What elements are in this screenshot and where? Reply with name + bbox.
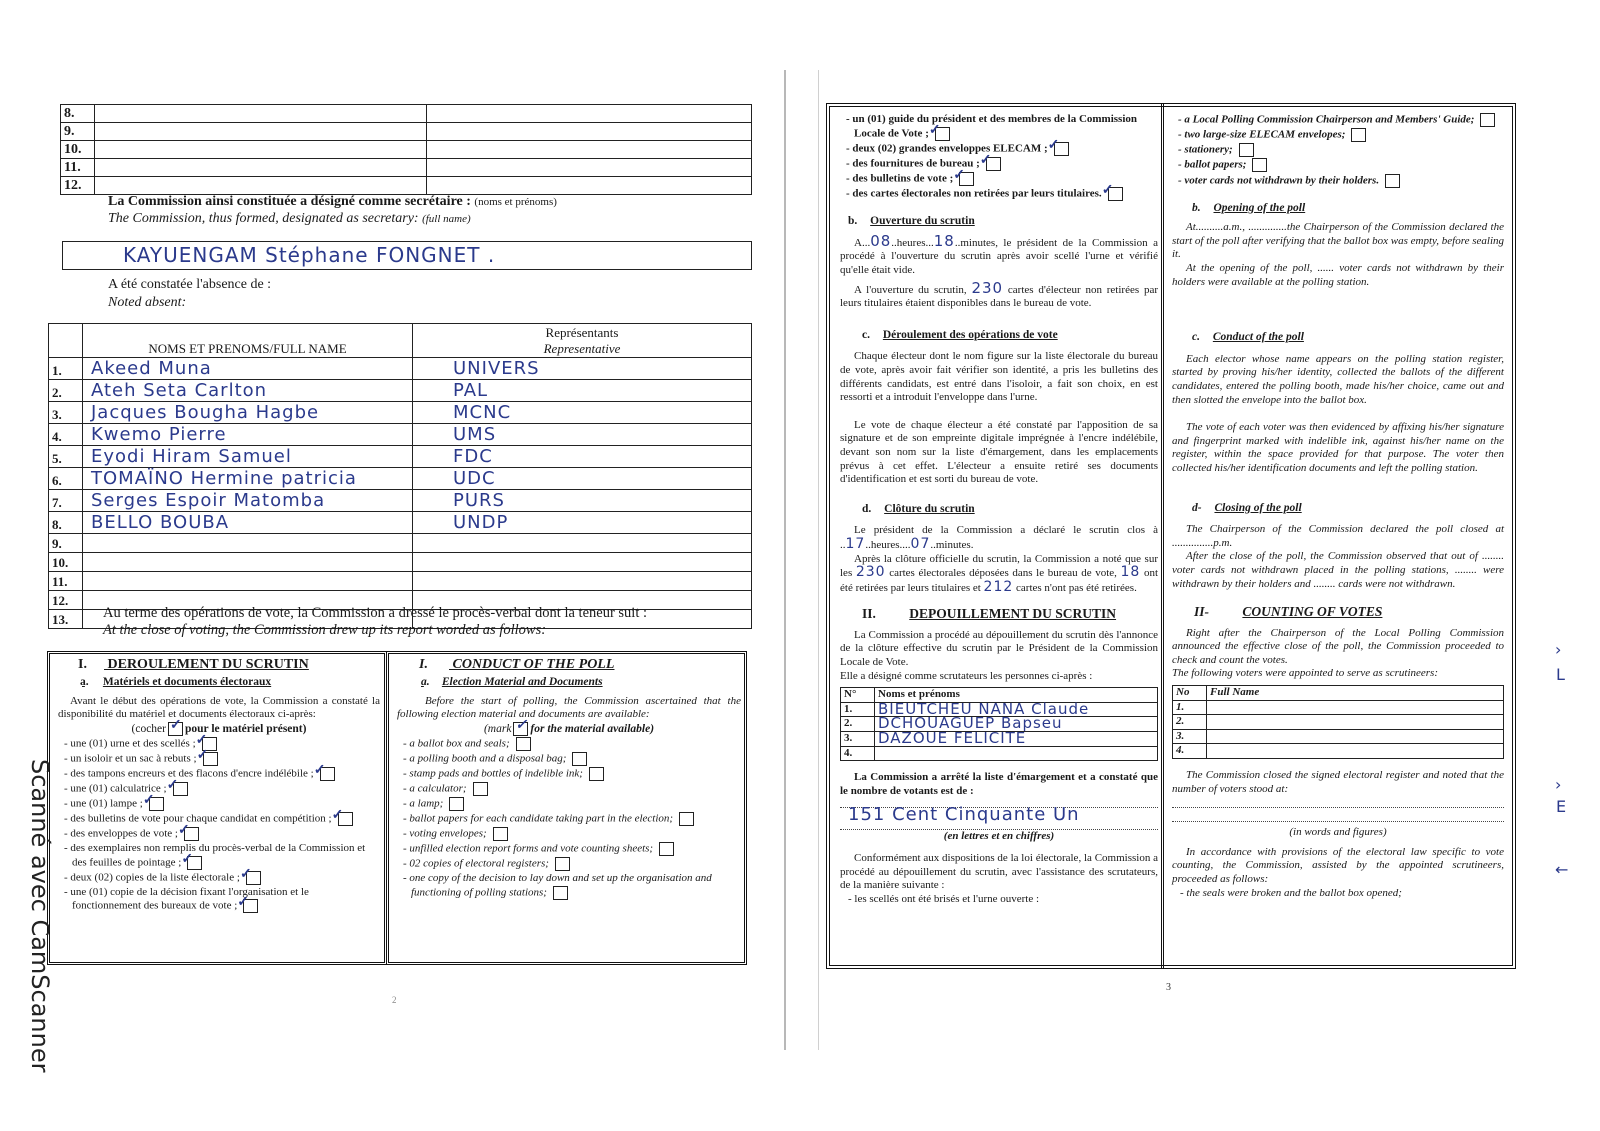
page-number-right: 3: [1166, 982, 1171, 993]
row-number: 3.: [841, 732, 875, 747]
checkbox[interactable]: [1252, 158, 1267, 172]
checklist-item: - one copy of the decision to lay down and set up the organisation and functioning of polling stations;: [403, 872, 712, 899]
section1-en-intro: Before the start of polling, the Commission ascertained that the following election material and documents are available:: [397, 695, 741, 720]
row-number: 3.: [1173, 729, 1207, 744]
absent-name-cell[interactable]: Kwemo Pierre: [83, 424, 413, 446]
absent-rep-cell[interactable]: [413, 572, 752, 591]
voters-count-en-line2[interactable]: [1172, 808, 1504, 822]
checklist-item: - une (01) lampe ;✓: [58, 797, 380, 811]
counting-en-p1: Right after the Chairperson of the Local Polling Commission announced the effective close of the poll, the Commission proceeded to check and count the votes.: [1172, 626, 1504, 666]
member-role-cell[interactable]: [427, 159, 752, 177]
absent-row: [49, 553, 752, 572]
absent-label-en: Noted absent:: [108, 295, 187, 310]
member-role-cell[interactable]: [427, 105, 752, 123]
member-role-cell[interactable]: [427, 123, 752, 141]
checkbox[interactable]: [1054, 142, 1069, 156]
checklist-item: - deux (02) grandes enveloppes ELECAM ;✓: [840, 142, 1158, 156]
checklist-item: - une (01) calculatrice ;✓: [58, 782, 380, 796]
checkbox[interactable]: [246, 871, 261, 885]
scrutineer-name-cell[interactable]: DCHOUAGUEP Bapseu: [875, 717, 1158, 732]
checklist-item: - ballot papers;: [1172, 158, 1504, 172]
checkbox[interactable]: [1239, 143, 1254, 157]
scrutineer-row: [1173, 715, 1504, 730]
checklist-item: - two large-size ELECAM envelopes;: [1172, 128, 1504, 142]
absent-name-cell[interactable]: TOMAÏNO Hermine patricia: [83, 468, 413, 490]
scrutineer-row: [1173, 729, 1504, 744]
section1-en-title: I. CONDUCT OF THE POLL: [419, 657, 615, 672]
absent-name-cell[interactable]: BELLO BOUBA: [83, 512, 413, 534]
report-intro-fr: Au terme des opérations de vote, la Commission a dressé le procès-verbal dont la teneur suit :: [103, 605, 648, 621]
section1-fr-title: I. DEROULEMENT DU SCRUTIN: [78, 657, 309, 672]
row-number: 6.: [49, 468, 83, 490]
member-row: [61, 105, 752, 123]
row-number: 8.: [61, 105, 95, 123]
closing-fr-p1: Le président de la Commission a déclaré le scrutin clos à ..17..heures....07..minutes.: [840, 524, 1158, 552]
row-number: 8.: [49, 512, 83, 534]
checkbox[interactable]: [203, 752, 218, 766]
checklist-item: - des enveloppes de vote ;✓: [58, 827, 380, 841]
section1-en-instruction: (mark ✓ for the material available): [397, 722, 741, 736]
checklist-item: - un (01) guide du président et des membres de la Commission Locale de Vote ;✓: [840, 113, 1158, 141]
closing-en-title: d- Closing of the poll: [1192, 501, 1302, 514]
closing-fr-title: d. Clôture du scrutin: [862, 502, 975, 515]
opening-cards-value: 230: [971, 278, 1004, 297]
checklist-item: - des bulletins de vote ;✓: [840, 172, 1158, 186]
absent-rep-cell[interactable]: [413, 534, 752, 553]
checkbox[interactable]: [1480, 113, 1495, 127]
absent-row: [49, 424, 752, 446]
row-number: 1.: [49, 358, 83, 380]
checklist-item: - stationery;: [1172, 143, 1504, 157]
row-number: 9.: [61, 123, 95, 141]
counting-fr-p1: La Commission a procédé au dépouillement du scrutin dès l'annonce de la clôture effective du scrutin par le Président de la Commission Locale de Vote.: [840, 628, 1158, 669]
row-number: 10.: [49, 553, 83, 572]
absent-rep-cell[interactable]: UDC: [413, 468, 752, 490]
opening-fr-p1: A...08..heures...18..minutes, le président de la Commission a procédé à l'ouverture du scrutin après avoir scellé l'urne et vérifié qu'elle était vide.: [840, 231, 1158, 276]
checklist-item: - voting envelopes;: [397, 827, 741, 841]
checkbox[interactable]: [959, 172, 974, 186]
absent-name-cell[interactable]: Serges Espoir Matomba: [83, 490, 413, 512]
row-number: 2.: [841, 717, 875, 732]
member-role-cell[interactable]: [427, 141, 752, 159]
scrutineers-en-table: No Full Name 1. 2. 3. 4.: [1172, 685, 1504, 759]
secretary-value: KAYUENGAM Stéphane FONGNET .: [123, 243, 496, 267]
right-fr-column: [840, 112, 1158, 910]
row-number: 13.: [49, 610, 83, 629]
opening-fr-title: b. Ouverture du scrutin: [848, 215, 975, 228]
opening-en-title: b. Opening of the poll: [1192, 201, 1306, 214]
member-role-cell[interactable]: [427, 177, 752, 195]
absent-row: [49, 534, 752, 553]
checklist-item: - des bulletins de vote pour chaque candidat en compétition ;✓: [58, 812, 380, 826]
absent-rep-cell[interactable]: FDC: [413, 446, 752, 468]
camscanner-watermark: Scanné avec CamScanner: [26, 759, 54, 1073]
checkbox[interactable]: [1108, 187, 1123, 201]
secretary-label-en: The Commission, thus formed, designated as secretary: (full name): [108, 211, 471, 226]
closing-fr-p2: Après la clôture officielle du scrutin, la Commission a noté que sur les 230 cartes électorales déposées dans le bureau de vote, 18 ont été retirées par leurs titulaires et 212 cartes n'ont pas été retirées.: [840, 552, 1159, 595]
member-name-cell[interactable]: [95, 159, 427, 177]
row-number: 4.: [841, 746, 875, 761]
checklist-item: - deux (02) copies de la liste électorale ;✓: [58, 871, 380, 885]
absent-row: [49, 380, 752, 402]
absent-rep-cell[interactable]: UMS: [413, 424, 752, 446]
section1-en-subtitle: a. Election Material and Documents: [421, 676, 603, 688]
checkbox[interactable]: [338, 812, 353, 826]
voters-count-field[interactable]: [840, 804, 1158, 830]
section1-fr-panel: [47, 651, 387, 965]
counting-en-p3: The Commission closed the signed electoral register and noted that the number of voters stood at:: [1172, 769, 1504, 795]
row-number: 12.: [49, 591, 83, 610]
absent-name-cell[interactable]: Eyodi Hiram Samuel: [83, 446, 413, 468]
absent-row: [49, 490, 752, 512]
checklist-item: - a calculator;: [397, 782, 741, 796]
checkbox[interactable]: [320, 767, 335, 781]
counting-en-title: II- COUNTING OF VOTES: [1194, 604, 1383, 620]
opening-minutes-value: 18: [933, 231, 955, 250]
checkbox[interactable]: [935, 127, 950, 141]
checkbox[interactable]: [243, 899, 258, 913]
member-name-cell[interactable]: [95, 123, 427, 141]
scrutineer-name-cell[interactable]: [1207, 715, 1504, 730]
absent-rep-cell[interactable]: UNIVERS: [413, 358, 752, 380]
opening-en-p1: At..........a.m., ..............the Chairperson of the Commission declared the start of the poll after verifying that the ballot box was empty, before sealing it.: [1172, 221, 1504, 261]
members-table: [60, 104, 752, 195]
section1-fr-instruction: (cocher ✓ pour le matériel présent): [58, 722, 380, 736]
counting-en-p5: - the seals were broken and the ballot box opened;: [1180, 886, 1402, 899]
absent-table: [48, 323, 752, 629]
checkbox[interactable]: [589, 767, 604, 781]
absent-rep-cell[interactable]: MCNC: [413, 402, 752, 424]
margin-mark: L: [1556, 665, 1565, 684]
absent-row: [49, 572, 752, 591]
row-number: 4.: [49, 424, 83, 446]
counting-fr-p5: - les scellés ont été brisés et l'urne ouverte :: [848, 892, 1040, 905]
counting-fr-title: II. DEPOUILLEMENT DU SCRUTIN: [862, 606, 1117, 622]
checklist-item: - une (01) copie de la décision fixant l'organisation et le fonctionnement des bureaux de vote ;✓: [58, 886, 380, 913]
checkbox[interactable]: [173, 782, 188, 796]
row-number: 11.: [61, 159, 95, 177]
absent-name-cell[interactable]: Ateh Seta Carlton: [83, 380, 413, 402]
absent-header-rep: Représentants Representative: [413, 324, 752, 358]
page-edge: [818, 70, 819, 1050]
voters-count-en-line1[interactable]: [1172, 798, 1504, 808]
absent-row: [49, 402, 752, 424]
member-name-cell[interactable]: [95, 177, 427, 195]
counting-fr-p2: Elle a désigné comme scrutateurs les personnes ci-après :: [840, 669, 1093, 682]
absent-label-fr: A été constatée l'absence de :: [108, 277, 272, 292]
checkbox[interactable]: [555, 857, 570, 871]
checkbox[interactable]: [1351, 128, 1366, 142]
checklist-item: - voter cards not withdrawn by their holders.: [1172, 174, 1504, 188]
checkbox[interactable]: [1385, 174, 1400, 188]
absent-row: [49, 446, 752, 468]
checklist-item: - une (01) urne et des scellés ;✓: [58, 737, 380, 751]
voters-hint-en: (in words and figures): [1289, 826, 1387, 839]
member-row: [61, 141, 752, 159]
absent-rep-cell[interactable]: UNDP: [413, 512, 752, 534]
row-number: 2.: [49, 380, 83, 402]
checklist-item: - a lamp;: [397, 797, 741, 811]
row-number: 1.: [841, 702, 875, 717]
counting-fr-p3: La Commission a arrêté la liste d'émargement et a constaté que le nombre de votants est de :: [840, 771, 1158, 797]
absent-name-cell[interactable]: [83, 553, 413, 572]
conduct-fr-title: c. Déroulement des opérations de vote: [862, 328, 1058, 341]
scrutineer-row: [841, 746, 1158, 761]
report-intro-en: At the close of voting, the Commission drew up its report worded as follows:: [103, 622, 547, 638]
checkbox[interactable]: [572, 752, 587, 766]
opening-en-p2: At the opening of the poll, ...... voter cards not withdrawn by their holders were available at the polling station.: [1172, 262, 1504, 288]
scrutineer-row: [841, 732, 1158, 747]
absent-row: [49, 358, 752, 380]
conduct-fr-p2: Le vote de chaque électeur a été constaté par l'apposition de sa signature et de son empreinte digitale imprégnée à l'encre indélébile, devant son nom sur la liste d'émargement, dans les emplacements prévus à cet effet. L'électeur a ensuite retiré ses documents d'identification et est sorti du bureau de vote.: [840, 418, 1158, 486]
checklist-item: - stamp pads and bottles of indelible ink;: [397, 767, 741, 781]
absent-name-cell[interactable]: [83, 534, 413, 553]
closing-en-p2: After the close of the poll, the Commission observed that out of ........ voter cards not withdrawn placed in the polling stations, ........ were withdrawn by their holders and ........ cards were not withdrawn.: [1172, 550, 1504, 590]
row-number: 9.: [49, 534, 83, 553]
row-number: 4.: [1173, 744, 1207, 759]
row-number: 11.: [49, 572, 83, 591]
absent-name-cell[interactable]: [83, 572, 413, 591]
page-divider: [784, 70, 786, 1050]
closing-cards-not-withdrawn-value: 212: [983, 578, 1014, 595]
row-number: 10.: [61, 141, 95, 159]
member-row: [61, 123, 752, 141]
closing-cards-withdrawn-value: 18: [1120, 564, 1141, 581]
checklist-item: - des cartes électorales non retirées par leurs titulaires.✓: [840, 187, 1158, 201]
checklist-item: - un isoloir et un sac à rebuts ;✓: [58, 752, 380, 766]
checklist-item: - unfilled election report forms and vote counting sheets;: [397, 842, 741, 856]
absent-rep-cell[interactable]: PAL: [413, 380, 752, 402]
scrutineer-name-cell[interactable]: [1207, 744, 1504, 759]
member-row: [61, 159, 752, 177]
right-page-column-divider: [1161, 103, 1166, 969]
checklist-item: - des fournitures de bureau ;✓: [840, 157, 1158, 171]
closing-minutes-value: 07: [910, 535, 931, 552]
absent-header-name: NOMS ET PRENOMS/FULL NAME: [83, 324, 413, 358]
opening-hours-value: 08: [870, 231, 892, 250]
checklist-item: - a Local Polling Commission Chairperson and Members' Guide;: [1172, 113, 1504, 127]
scrutineer-name-cell[interactable]: DAZOUE FELICITE: [875, 732, 1158, 747]
checkbox[interactable]: [149, 797, 164, 811]
conduct-fr-p1: Chaque électeur dont le nom figure sur la liste électorale du bureau de vote, après avoir fait vérifier son identité, a pris les bulletins des différents candidats, est entré dans l'isoloir, a fait son choix, en est ressorti et a introduit l'enveloppe dans l'urne.: [840, 350, 1158, 404]
checklist-item: - 02 copies of electoral registers;: [397, 857, 741, 871]
closing-hours-value: 17: [845, 535, 866, 552]
checkbox[interactable]: [473, 782, 488, 796]
conduct-en-title: c. Conduct of the poll: [1192, 331, 1304, 344]
absent-row: [49, 512, 752, 534]
row-number: 1.: [1173, 700, 1207, 715]
scrutineer-name-cell[interactable]: [875, 746, 1158, 761]
voters-hint-fr: (en lettres et en chiffres): [943, 830, 1055, 843]
member-name-cell[interactable]: [95, 141, 427, 159]
checkbox[interactable]: [493, 827, 508, 841]
secretary-label-fr: La Commission ainsi constituée a désigné comme secrétaire : (noms et prénoms): [108, 194, 557, 209]
checklist-item: - des tampons encreurs et des flacons d'encre indélébile ;✓: [58, 767, 380, 781]
section1-fr-subtitle: a. Matériels et documents électoraux: [80, 676, 272, 688]
checkbox[interactable]: [679, 812, 694, 826]
checkbox[interactable]: [986, 157, 1001, 171]
row-number: 12.: [61, 177, 95, 195]
checklist-item: - ballot papers for each candidate taking part in the election;: [397, 812, 741, 826]
counting-en-p2: The following voters were appointed to serve as scrutineers:: [1172, 667, 1439, 680]
checkbox[interactable]: [516, 737, 531, 751]
margin-mark: ›: [1555, 640, 1562, 659]
checkbox[interactable]: [184, 827, 199, 841]
conduct-en-p2: The vote of each voter was then evidenced by affixing his/her signature and fingerprint marked with indelible ink, against his/her name on the register, within the space provided for that purpose. The voter then collected his/her identification documents and left the polling station.: [1172, 421, 1504, 474]
page-number-left: 2: [392, 995, 397, 1005]
section1-en-panel: [386, 651, 747, 965]
scrutineer-name-cell[interactable]: [1207, 700, 1504, 715]
checkbox[interactable]: [449, 797, 464, 811]
counting-fr-p4: Conformément aux dispositions de la loi électorale, la Commission a procédé au dépouillement du scrutin, avec l'assistance des scrutateurs, de la manière suivante :: [840, 852, 1158, 892]
absent-rep-cell[interactable]: PURS: [413, 490, 752, 512]
opening-fr-p2: A l'ouverture du scrutin, 230 cartes d'électeur non retirées par leurs titulaires étaient disponibles dans le bureau de vote.: [840, 278, 1158, 310]
checkbox[interactable]: [187, 856, 202, 870]
closing-en-p1: The Chairperson of the Commission declared the poll closed at ...............p.m.: [1172, 523, 1504, 549]
absent-name-cell[interactable]: Akeed Muna: [83, 358, 413, 380]
margin-mark: ›: [1555, 775, 1562, 794]
checklist-item: - des exemplaires non remplis du procès-verbal de la Commission et des feuilles de pointage ;✓: [58, 842, 380, 869]
checkbox[interactable]: [659, 842, 674, 856]
conduct-en-p1: Each elector whose name appears on the polling station register, started by proving his/her identity, collected the ballots of the different candidates, entered the polling booth, made his/her choice, came out and then slotted the envelope into the ballot box.: [1172, 352, 1504, 406]
voters-count-value: 151 Cent Cinquante Un: [848, 804, 1080, 826]
margin-mark: E: [1556, 797, 1567, 816]
row-number: 5.: [49, 446, 83, 468]
absent-name-cell[interactable]: Jacques Bougha Hagbe: [83, 402, 413, 424]
scrutineer-row: [1173, 700, 1504, 715]
example-checkbox-icon: [168, 722, 183, 736]
checklist-item: - a polling booth and a disposal bag;: [397, 752, 741, 766]
absent-header-num: [49, 324, 83, 358]
left-page: [0, 0, 790, 1131]
closing-cards-deposited-value: 230: [855, 564, 886, 581]
absent-rep-cell[interactable]: [413, 553, 752, 572]
section1-fr-intro: Avant le début des opérations de vote, la Commission a constaté la disponibilité du matériel et documents électoraux ci-après:: [58, 695, 380, 720]
absent-row: [49, 468, 752, 490]
member-name-cell[interactable]: [95, 105, 427, 123]
secretary-field[interactable]: [62, 241, 752, 270]
member-row: [61, 177, 752, 195]
row-number: 2.: [1173, 715, 1207, 730]
scrutineer-name-cell[interactable]: [1207, 729, 1504, 744]
example-checkbox-icon: [513, 722, 528, 736]
margin-mark: ←: [1555, 860, 1569, 879]
row-number: 7.: [49, 490, 83, 512]
counting-en-p4: In accordance with provisions of the electoral law specific to vote counting, the Commission, assisted by the appointed scrutineers, proceeded as follows:: [1172, 845, 1504, 885]
scrutineer-row: [1173, 744, 1504, 759]
scrutineers-fr-table: N° Noms et prénoms 1. BIEUTCHEU NANA Claude 2. DCHOUAGUEP Bapseu 3. DAZOUE FELICITE 4.: [840, 687, 1158, 761]
row-number: 3.: [49, 402, 83, 424]
checkbox[interactable]: [553, 886, 568, 900]
right-en-column: [1172, 112, 1504, 904]
scrutineer-name-cell[interactable]: BIEUTCHEU NANA Claude: [875, 702, 1158, 717]
checklist-item: - a ballot box and seals;: [397, 737, 741, 751]
